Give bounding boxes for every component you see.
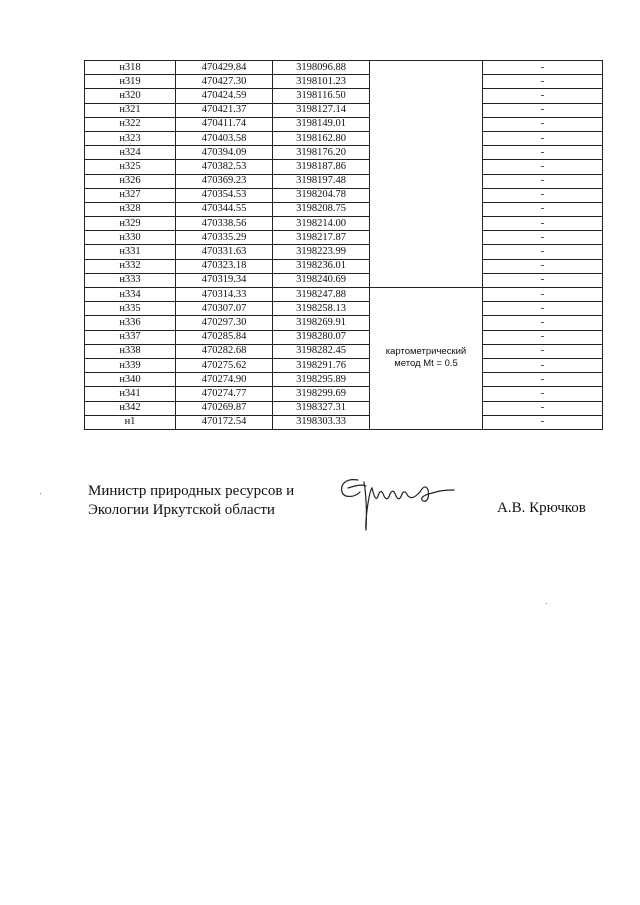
point-id-cell: н341 <box>85 387 176 401</box>
point-id-cell: н336 <box>85 316 176 330</box>
signatory-title <box>88 482 294 520</box>
x-coordinate-cell: 470411.74 <box>176 117 273 131</box>
error-cell: - <box>483 358 603 372</box>
x-coordinate-cell: 470319.34 <box>176 273 273 287</box>
table-row <box>85 330 603 344</box>
x-coordinate-cell: 470269.87 <box>176 401 273 415</box>
x-coordinate-cell: 470403.58 <box>176 131 273 145</box>
table-row <box>85 131 603 145</box>
scan-speck <box>546 603 547 604</box>
y-coordinate-cell: 3198217.87 <box>273 231 370 245</box>
x-coordinate-cell: 470314.33 <box>176 288 273 302</box>
table-row <box>85 160 603 174</box>
coordinates-table-body <box>85 61 603 430</box>
error-cell: - <box>483 202 603 216</box>
x-coordinate-cell: 470338.56 <box>176 217 273 231</box>
x-coordinate-cell: 470427.30 <box>176 75 273 89</box>
table-row <box>85 89 603 103</box>
table-row <box>85 259 603 273</box>
point-id-cell: н332 <box>85 259 176 273</box>
coordinates-table <box>84 60 603 430</box>
error-cell: - <box>483 288 603 302</box>
error-cell: - <box>483 302 603 316</box>
point-id-cell: н337 <box>85 330 176 344</box>
table-row <box>85 316 603 330</box>
point-id-cell: н323 <box>85 131 176 145</box>
error-cell: - <box>483 330 603 344</box>
y-coordinate-cell: 3198116.50 <box>273 89 370 103</box>
error-cell: - <box>483 61 603 75</box>
y-coordinate-cell: 3198240.69 <box>273 273 370 287</box>
error-cell: - <box>483 344 603 358</box>
signatory-name: А.В. Крючков <box>497 500 586 516</box>
x-coordinate-cell: 470285.84 <box>176 330 273 344</box>
point-id-cell: н324 <box>85 146 176 160</box>
point-id-cell: н321 <box>85 103 176 117</box>
table-row <box>85 273 603 287</box>
y-coordinate-cell: 3198280.07 <box>273 330 370 344</box>
error-cell: - <box>483 259 603 273</box>
point-id-cell: н329 <box>85 217 176 231</box>
table-row <box>85 373 603 387</box>
table-row <box>85 61 603 75</box>
point-id-cell: н340 <box>85 373 176 387</box>
error-cell: - <box>483 415 603 429</box>
x-coordinate-cell: 470307.07 <box>176 302 273 316</box>
table-row <box>85 103 603 117</box>
y-coordinate-cell: 3198303.33 <box>273 415 370 429</box>
signatory-title-line-1: Министр природных ресурсов и <box>88 483 295 499</box>
point-id-cell: н318 <box>85 61 176 75</box>
y-coordinate-cell: 3198299.69 <box>273 387 370 401</box>
scan-speck <box>40 493 41 494</box>
error-cell: - <box>483 75 603 89</box>
point-id-cell: н325 <box>85 160 176 174</box>
table-row <box>85 75 603 89</box>
method-text-line-2: метод Mt = 0.5 <box>394 358 458 370</box>
x-coordinate-cell: 470335.29 <box>176 231 273 245</box>
y-coordinate-cell: 3198236.01 <box>273 259 370 273</box>
error-cell: - <box>483 217 603 231</box>
point-id-cell: н338 <box>85 344 176 358</box>
error-cell: - <box>483 273 603 287</box>
x-coordinate-cell: 470369.23 <box>176 174 273 188</box>
point-id-cell: н319 <box>85 75 176 89</box>
error-cell: - <box>483 373 603 387</box>
x-coordinate-cell: 470421.37 <box>176 103 273 117</box>
table-row <box>85 202 603 216</box>
point-id-cell: н330 <box>85 231 176 245</box>
table-row <box>85 231 603 245</box>
x-coordinate-cell: 470274.77 <box>176 387 273 401</box>
y-coordinate-cell: 3198162.80 <box>273 131 370 145</box>
y-coordinate-cell: 3198269.91 <box>273 316 370 330</box>
point-id-cell: н339 <box>85 358 176 372</box>
error-cell: - <box>483 146 603 160</box>
table-row <box>85 117 603 131</box>
x-coordinate-cell: 470297.30 <box>176 316 273 330</box>
error-cell: - <box>483 89 603 103</box>
point-id-cell: н1 <box>85 415 176 429</box>
point-id-cell: н334 <box>85 288 176 302</box>
error-cell: - <box>483 188 603 202</box>
method-text-line-1: картометрический <box>385 346 467 358</box>
x-coordinate-cell: 470424.59 <box>176 89 273 103</box>
table-row <box>85 245 603 259</box>
y-coordinate-cell: 3198176.20 <box>273 146 370 160</box>
x-coordinate-cell: 470172.54 <box>176 415 273 429</box>
x-coordinate-cell: 470323.18 <box>176 259 273 273</box>
table-row <box>85 387 603 401</box>
table-row <box>85 217 603 231</box>
error-cell: - <box>483 231 603 245</box>
point-id-cell: н326 <box>85 174 176 188</box>
error-cell: - <box>483 387 603 401</box>
error-cell: - <box>483 316 603 330</box>
point-id-cell: н322 <box>85 117 176 131</box>
table-row <box>85 288 603 302</box>
table-row <box>85 188 603 202</box>
y-coordinate-cell: 3198327.31 <box>273 401 370 415</box>
x-coordinate-cell: 470344.55 <box>176 202 273 216</box>
point-id-cell: н331 <box>85 245 176 259</box>
x-coordinate-cell: 470354.53 <box>176 188 273 202</box>
x-coordinate-cell: 470275.62 <box>176 358 273 372</box>
point-id-cell: н328 <box>85 202 176 216</box>
x-coordinate-cell: 470394.09 <box>176 146 273 160</box>
y-coordinate-cell: 3198197.48 <box>273 174 370 188</box>
point-id-cell: н327 <box>85 188 176 202</box>
x-coordinate-cell: 470274.90 <box>176 373 273 387</box>
y-coordinate-cell: 3198149.01 <box>273 117 370 131</box>
table-row <box>85 344 603 358</box>
y-coordinate-cell: 3198282.45 <box>273 344 370 358</box>
method-cell-upper <box>370 61 483 288</box>
method-cell <box>370 288 483 430</box>
point-id-cell: н320 <box>85 89 176 103</box>
point-id-cell: н342 <box>85 401 176 415</box>
x-coordinate-cell: 470382.53 <box>176 160 273 174</box>
table-row <box>85 415 603 429</box>
y-coordinate-cell: 3198247.88 <box>273 288 370 302</box>
y-coordinate-cell: 3198101.23 <box>273 75 370 89</box>
y-coordinate-cell: 3198223.99 <box>273 245 370 259</box>
x-coordinate-cell: 470282.68 <box>176 344 273 358</box>
error-cell: - <box>483 401 603 415</box>
x-coordinate-cell: 470429.84 <box>176 61 273 75</box>
point-id-cell: н335 <box>85 302 176 316</box>
y-coordinate-cell: 3198258.13 <box>273 302 370 316</box>
y-coordinate-cell: 3198291.76 <box>273 358 370 372</box>
error-cell: - <box>483 131 603 145</box>
y-coordinate-cell: 3198127.14 <box>273 103 370 117</box>
table-row <box>85 302 603 316</box>
y-coordinate-cell: 3198187.86 <box>273 160 370 174</box>
y-coordinate-cell: 3198214.00 <box>273 217 370 231</box>
x-coordinate-cell: 470331.63 <box>176 245 273 259</box>
y-coordinate-cell: 3198295.89 <box>273 373 370 387</box>
point-id-cell: н333 <box>85 273 176 287</box>
handwritten-signature <box>336 470 461 540</box>
y-coordinate-cell: 3198208.75 <box>273 202 370 216</box>
y-coordinate-cell: 3198096.88 <box>273 61 370 75</box>
error-cell: - <box>483 103 603 117</box>
error-cell: - <box>483 245 603 259</box>
table-row <box>85 146 603 160</box>
table-row <box>85 401 603 415</box>
table-row <box>85 174 603 188</box>
error-cell: - <box>483 117 603 131</box>
error-cell: - <box>483 174 603 188</box>
table-row <box>85 358 603 372</box>
y-coordinate-cell: 3198204.78 <box>273 188 370 202</box>
signatory-title-line-2: Экологии Иркутской области <box>88 502 275 518</box>
error-cell: - <box>483 160 603 174</box>
